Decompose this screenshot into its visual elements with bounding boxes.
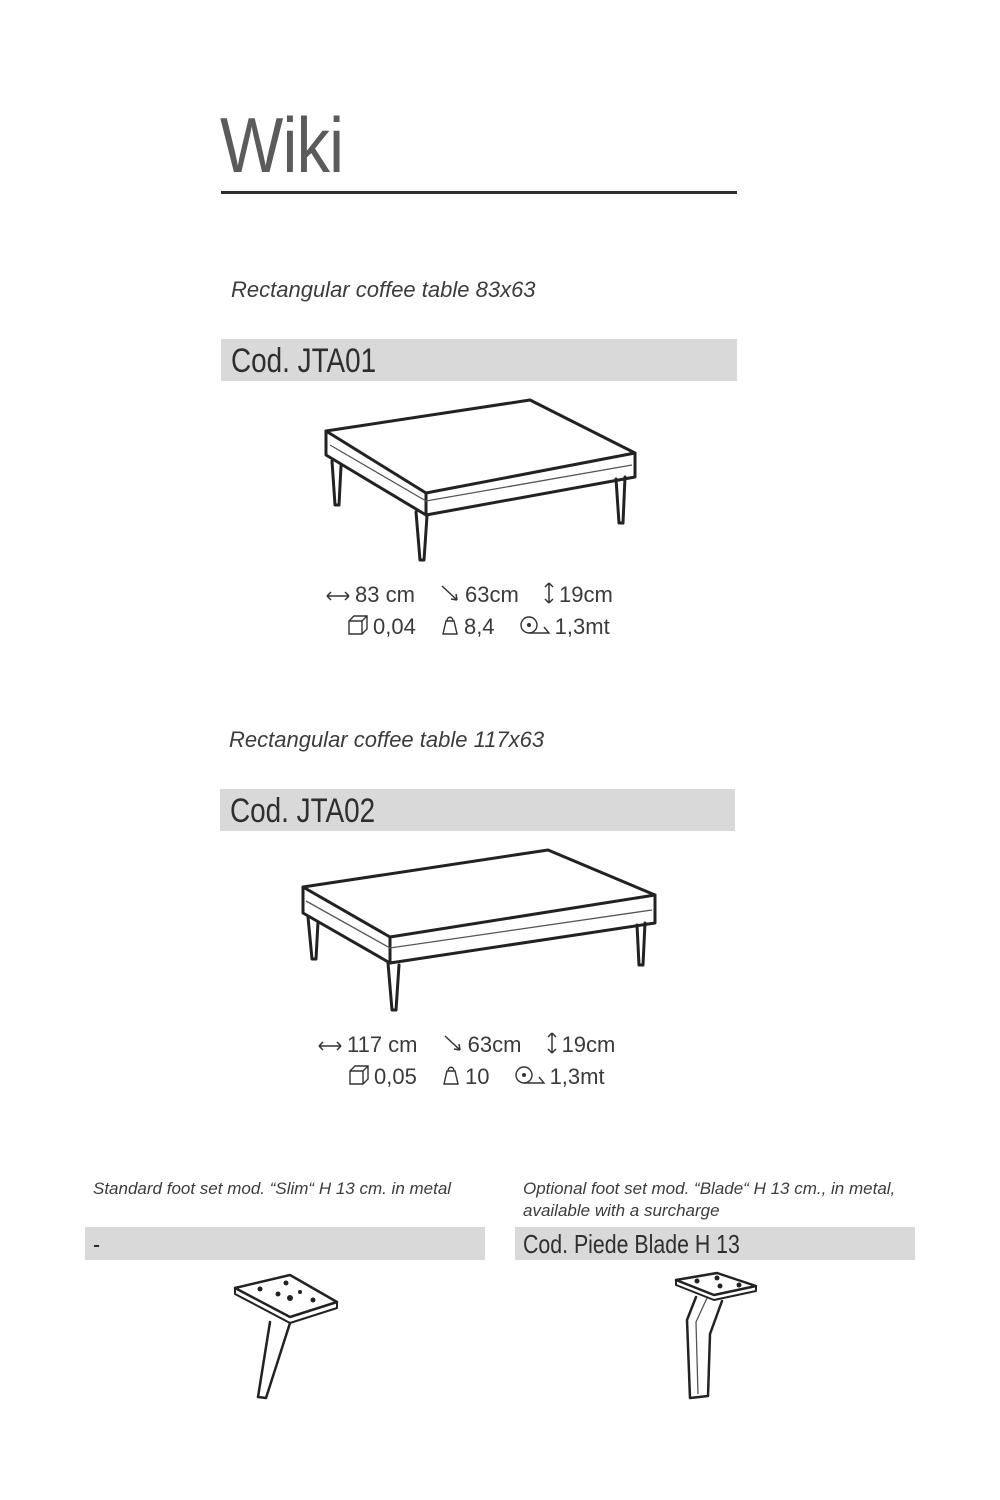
packaging-row [348, 1064, 623, 1092]
foot-code-bar [85, 1227, 485, 1260]
foot-code-bar [515, 1227, 915, 1260]
fabric-value: 1,3mt [549, 1064, 605, 1089]
product-code: Cod. JTA01 [231, 342, 377, 380]
coffee-table-drawing [320, 395, 640, 570]
cube-icon [347, 614, 369, 642]
product-code: Cod. JTA02 [230, 792, 376, 830]
diagonal-arrow-icon [442, 1033, 464, 1059]
title-divider [221, 191, 737, 194]
vertical-arrow-icon [546, 1031, 558, 1061]
depth-value: 63cm [465, 581, 519, 607]
fabric-value: 1,3mt [554, 614, 610, 639]
fabric-roll-icon [514, 1064, 546, 1092]
horizontal-arrow-icon [325, 583, 351, 609]
blade-foot-drawing [672, 1270, 762, 1405]
foot-code: - [93, 1229, 101, 1259]
product-description: Rectangular coffee table 83x63 [231, 277, 536, 302]
foot-description: Standard foot set mod. “Slim“ H 13 cm. in metal [93, 1179, 452, 1198]
packaging-row [347, 614, 628, 642]
horizontal-arrow-icon [317, 1033, 343, 1059]
height-value: 19cm [558, 581, 613, 607]
fabric-roll-icon [519, 614, 551, 642]
vertical-arrow-icon [543, 581, 555, 611]
product-code-bar [220, 789, 735, 831]
width-value: 83 cm [355, 581, 415, 607]
diagonal-arrow-icon [439, 583, 461, 609]
width-value: 117 cm [347, 1031, 418, 1057]
slim-foot-drawing [230, 1272, 342, 1402]
weight-icon [440, 614, 460, 642]
cube-icon [348, 1064, 370, 1092]
height-value: 19cm [561, 1031, 616, 1057]
depth-value: 63cm [467, 1031, 522, 1057]
dimensions-row [325, 581, 631, 611]
weight-value: 8,4 [463, 614, 495, 639]
volume-value: 0,04 [373, 614, 416, 639]
page-title: Wiki [220, 101, 344, 189]
volume-value: 0,05 [374, 1064, 417, 1089]
foot-description: Optional foot set mod. “Blade“ H 13 cm., in metal, available with a surcharge [523, 1179, 896, 1220]
foot-code: Cod. Piede Blade H 13 [523, 1229, 740, 1259]
product-description: Rectangular coffee table 117x63 [229, 727, 545, 752]
weight-icon [441, 1064, 461, 1092]
weight-value: 10 [464, 1064, 490, 1089]
dimensions-row [317, 1031, 633, 1061]
coffee-table-drawing [298, 845, 660, 1020]
product-code-bar [221, 339, 737, 381]
